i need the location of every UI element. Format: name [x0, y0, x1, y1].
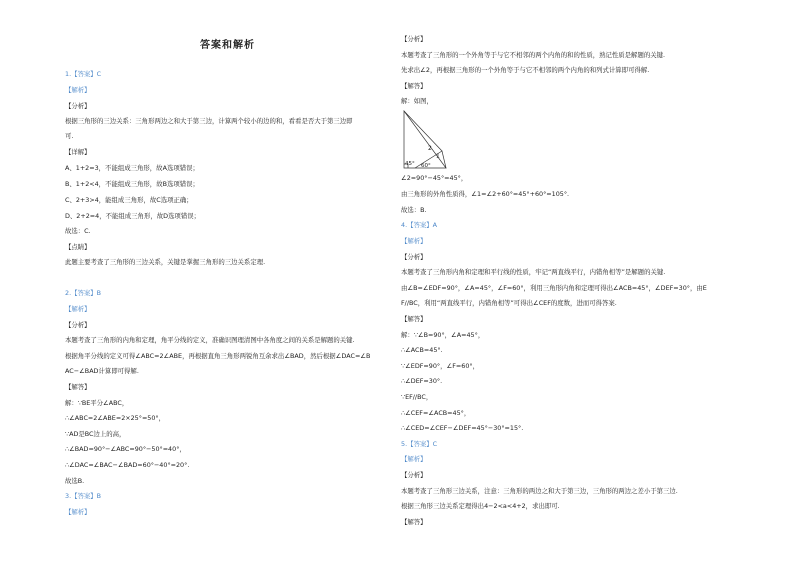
left-line: ∴∠DAC=∠BAC−∠BAD=60°−40°=20°. [65, 461, 190, 469]
left-line: ∴∠BAD=90°−∠ABC=90°−50°=40°， [65, 445, 186, 453]
angle-45-label: 45° [405, 161, 415, 167]
right-line: F//BC，利用“两直线平行，内错角相等”可得出∠CEF的度数，进而可得答案. [401, 299, 617, 307]
right-line: 【解答】 [401, 518, 427, 526]
page-title: 答案和解析 [200, 40, 255, 51]
right-line: 由三角形的外角性质得，∠1=∠2+60°=45°+60°=105°. [401, 190, 570, 198]
left-line: 此题主要考查了三角形的三边关系，关键是掌握三角形的三边关系定理. [65, 258, 266, 266]
angle-2-label: 2 [428, 145, 432, 152]
left-line: 【详解】 [65, 148, 91, 156]
left-line: 【分析】 [65, 102, 91, 110]
left-line: 1.【答案】C [65, 70, 102, 78]
left-line: A、1+2=3，不能组成三角形，故A选项错误； [65, 164, 199, 172]
left-line: 【解析】 [65, 305, 91, 313]
right-line: 本题考查了三角形三边关系，注意：三角形的两边之和大于第三边，三角形的两边之差小于第三边. [401, 487, 678, 495]
right-line: 解：∵∠B=90°，∠A=45°， [401, 331, 485, 339]
left-line: 【解析】 [65, 508, 91, 516]
right-line: 本题考查了三角形的一个外角等于与它不相邻的两个内角的和的性质，熟记性质是解题的关键. [401, 51, 666, 59]
left-line: 故选B. [65, 477, 85, 485]
right-line: 4.【答案】A [401, 221, 438, 229]
left-line: 2.【答案】B [65, 289, 102, 297]
angle-1-label: 1 [436, 153, 440, 160]
left-line: D、2+2=4，不能组成三角形，故D选项错误； [65, 212, 200, 220]
right-line: 根据三角形三边关系定理得出4−2<a<4+2，求出即可. [401, 502, 560, 510]
right-line: 先求出∠2，再根据三角形的一个外角等于与它不相邻的两个内角的和列式计算即可得解. [401, 66, 650, 74]
right-line: 【分析】 [401, 253, 427, 261]
right-line: ∴∠ACB=45°. [401, 346, 443, 354]
right-line: ∴∠CEF=∠ACB=45°， [401, 409, 471, 417]
left-line: 【点睛】 [65, 243, 91, 251]
right-line: ∴∠DEF=30°. [401, 377, 443, 385]
angle-60-label: 60° [421, 163, 431, 169]
right-line: 【分析】 [401, 471, 427, 479]
right-line: ∵∠EDF=90°，∠F=60°， [401, 362, 479, 370]
left-line: 根据角平分线的定义可得∠ABC=2∠ABE，再根据直角三角形两锐角互余求出∠BAD，然后根据∠DAC=∠B [65, 352, 371, 360]
right-line: 【分析】 [401, 35, 427, 43]
right-line: 5.【答案】C [401, 440, 438, 448]
right-line: ∴∠CED=∠CEF−∠DEF=45°−30°=15°. [401, 424, 524, 432]
right-line: ∵EF//BC， [401, 393, 433, 401]
right-line: 【解答】 [401, 82, 427, 90]
left-line: C、2+3>4，能组成三角形，故C选项正确； [65, 196, 193, 204]
left-line: 【分析】 [65, 321, 91, 329]
left-line: ∵AD是BC边上的高， [65, 430, 126, 438]
right-line: 【解答】 [401, 315, 427, 323]
left-line: 本题考查了三角形的内角和定理，角平分线的定义，准确识图理清图中各角度之间的关系是解题的关键. [65, 336, 355, 344]
left-line: 【解答】 [65, 383, 91, 391]
triangle-figure [402, 109, 450, 171]
right-line: 【解析】 [401, 237, 427, 245]
left-line: 解：∵BE平分∠ABC， [65, 399, 129, 407]
right-line: 【解析】 [401, 455, 427, 463]
left-line: ∴∠ABC=2∠ABE=2×25°=50°， [65, 414, 166, 422]
left-line: 故选：C. [65, 227, 91, 235]
right-line: 本题考查了三角形内角和定理和平行线的性质，牢记“两直线平行，内错角相等”是解题的关键. [401, 268, 666, 276]
right-line: ∠2=90°−45°=45°， [401, 174, 468, 182]
left-line: 3.【答案】B [65, 492, 102, 500]
left-line: AC−∠BAD计算即可得解. [65, 367, 139, 375]
left-line: 可. [65, 132, 74, 140]
left-line: 根据三角形的三边关系：三角形两边之和大于第三边，计算两个较小的边的和，看看是否大于第三边即 [65, 117, 353, 125]
right-line: 故选：B. [401, 206, 427, 214]
right-line: 解：如图， [401, 97, 433, 105]
right-line: 由∠B=∠EDF=90°，∠A=45°，∠F=60°，利用三角形内角和定理可得出∠ACB=45°，∠DEF=30°，由E [401, 284, 707, 292]
left-line: B、1+2<4，不能组成三角形，故B选项错误； [65, 180, 199, 188]
left-line: 【解析】 [65, 86, 91, 94]
